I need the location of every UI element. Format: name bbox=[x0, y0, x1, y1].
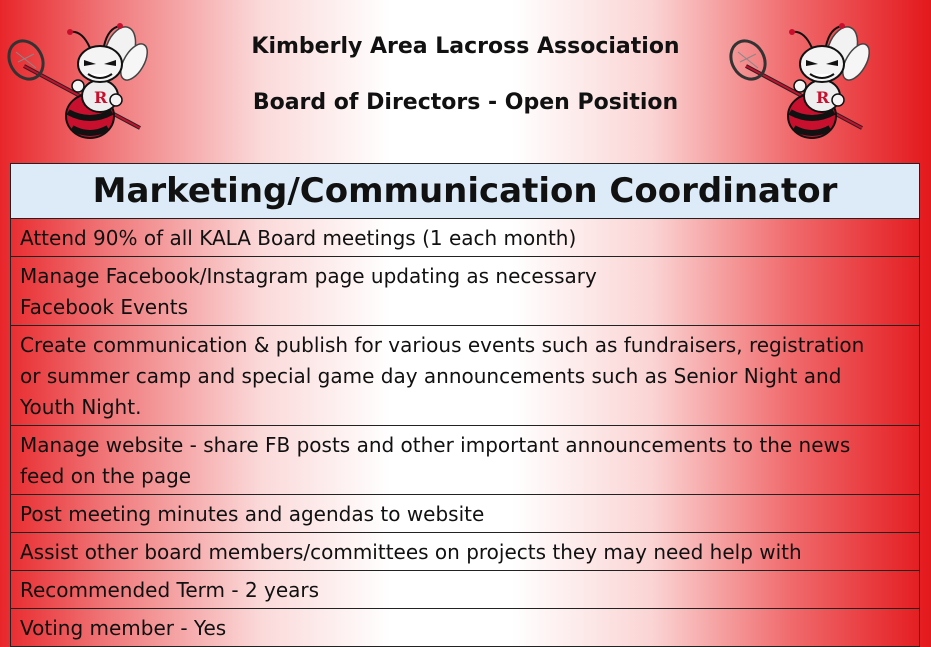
duty-text: Facebook Events bbox=[20, 295, 189, 319]
duty-text: Post meeting minutes and agendas to website bbox=[20, 502, 485, 526]
duty-text: Manage Facebook/Instagram page updating as necessary bbox=[20, 264, 597, 288]
duty-row bbox=[11, 533, 919, 571]
position-title: Marketing/Communication Coordinator bbox=[11, 164, 919, 219]
position-table bbox=[10, 163, 920, 647]
duty-text: Assist other board members/committees on projects they may need help with bbox=[20, 540, 802, 564]
duty-text: Youth Night. bbox=[20, 395, 142, 419]
duty-text: Recommended Term - 2 years bbox=[20, 578, 320, 602]
duties-list bbox=[11, 219, 919, 646]
duty-row bbox=[11, 219, 919, 257]
duty-row bbox=[11, 571, 919, 609]
flyer-header bbox=[0, 0, 931, 160]
duty-text: Attend 90% of all KALA Board meetings (1 each month) bbox=[20, 226, 577, 250]
duty-text: or summer camp and special game day announcements such as Senior Night and bbox=[20, 364, 842, 388]
duty-row bbox=[11, 326, 919, 426]
duty-row bbox=[11, 426, 919, 495]
duty-text: Manage website - share FB posts and other important announcements to the news bbox=[20, 433, 851, 457]
duty-row bbox=[11, 609, 919, 646]
hornet-lacrosse-mascot-icon bbox=[4, 16, 154, 146]
association-name: Kimberly Area Lacross Association bbox=[251, 34, 680, 59]
duty-row bbox=[11, 495, 919, 533]
mascot-letter: R bbox=[816, 88, 830, 107]
mascot-letter: R bbox=[94, 88, 108, 107]
board-subtitle: Board of Directors - Open Position bbox=[252, 90, 679, 115]
duty-text: feed on the page bbox=[20, 464, 192, 488]
hornet-lacrosse-mascot-icon bbox=[726, 16, 876, 146]
duty-row bbox=[11, 257, 919, 326]
duty-text: Create communication & publish for various events such as fundraisers, registration bbox=[20, 333, 865, 357]
duty-text: Voting member - Yes bbox=[20, 616, 227, 640]
